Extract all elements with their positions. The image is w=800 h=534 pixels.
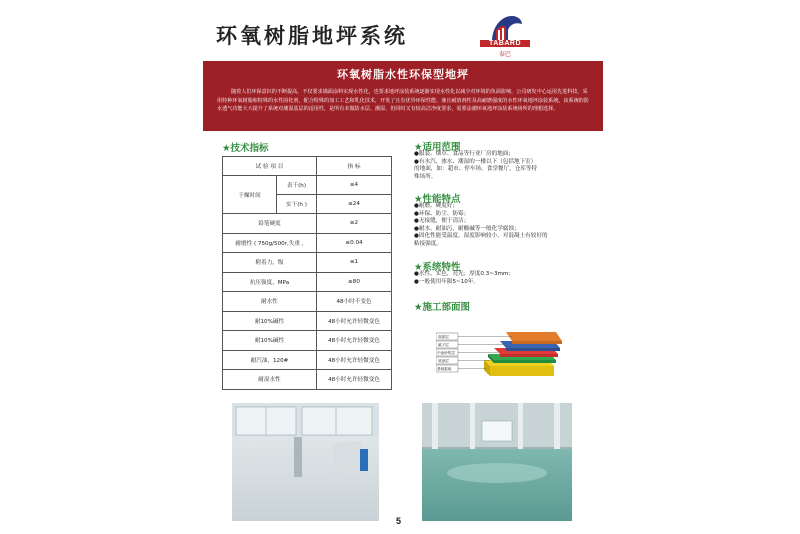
list-item: ●有水汽、渗水、潮湿的一楼以下（包括地下室） <box>414 158 537 165</box>
intro-banner <box>203 61 603 131</box>
banner-body: 随着人们环保意识的不断提高，不仅要求墙面涂料实现水性化，也要求地坪涂装系统逐渐实现水性化以减少对环境的负面影响，公司研发中心运用先进科技，采用特种环氧树脂和特殊的水性固化剂，配合特殊的加工工艺和乳化技术，开发了且有优异环保性能、兼且耐溶剂性及高耐磨强度的水性环氧地坪涂装系统。该系统的防水透气功能大大提升了系统对潮湿基层的适用性，是所有未做防水层、潮湿、但同时又有较高洁净度要求，需要涂潮环氧地坪涂装系统场所的理想选择。 <box>217 89 589 112</box>
layer-section-diagram <box>436 326 566 384</box>
layer-label: 中涂砂浆层 <box>437 351 455 355</box>
table-cell: 铅笔硬度 <box>223 214 317 234</box>
table-cell: 耐湿水性 <box>223 370 317 390</box>
table-row <box>223 214 392 234</box>
layer-label: 腻子层 <box>438 343 449 347</box>
list-item: ●水性、实色，亮光；厚度0.3~3mm; <box>414 271 511 277</box>
layer-label: 底涂层 <box>438 359 449 363</box>
table-cell: 抗压强度，MPa <box>223 272 317 292</box>
list-item: ●服装、烟草、食品等行业厂房的地面； <box>414 151 514 157</box>
table-cell: ≤24 <box>317 195 392 214</box>
star-icon: ★ <box>414 262 423 273</box>
floor-photo-right <box>422 403 572 521</box>
table-cell: ≤4 <box>317 176 392 195</box>
table-row <box>223 370 392 390</box>
banner-title: 环氧树脂水性环保型地坪 <box>337 68 469 81</box>
table-row <box>223 292 392 312</box>
table-cell: 48小时允许轻微变色 <box>317 331 392 351</box>
table-cell: ≥2 <box>317 214 392 234</box>
list-item: ●耐水、耐油污，耐酸碱等一般化学腐蚀； <box>414 225 520 232</box>
table-cell: 实干(h ) <box>277 195 317 214</box>
section-system-heading: ★系统特性 <box>414 262 461 273</box>
table-header-value: 指 标 <box>317 157 392 176</box>
table-cell: 耐磨性 ( 750g/500r,失重 , <box>223 233 317 253</box>
section-tech-heading: ★技术指标 <box>222 143 269 154</box>
table-header-item: 试 验 项 目 <box>223 157 317 176</box>
list-item: ●一般使用年限5~10年。 <box>414 278 479 285</box>
layer-top <box>506 332 562 344</box>
table-cell: 附着力，级 <box>223 253 317 273</box>
list-item: ●固化性能受温度、湿度影响较小，对混凝土有较好的 <box>414 233 548 240</box>
section-construction-heading: ★施工部面图 <box>414 302 471 313</box>
layer-label: 面漆层 <box>438 335 449 339</box>
table-row <box>223 272 392 292</box>
list-item: ●环保、防尘、防霉； <box>414 210 470 217</box>
table-row <box>223 233 392 253</box>
table-row <box>223 311 392 331</box>
table-cell: 表干(h) <box>277 176 317 195</box>
table-row <box>223 176 392 195</box>
page-title: 环氧树脂地坪系统 <box>216 24 408 48</box>
logo-subtext: 泰巴 <box>498 51 511 58</box>
table-cell: ≤0.04 <box>317 233 392 253</box>
star-icon: ★ <box>222 143 231 154</box>
table-cell: ≥80 <box>317 272 392 292</box>
list-item: 殊场所。 <box>414 173 437 180</box>
list-item: 的地面，如：超市、停车场、食堂餐厅，仓库等特 <box>414 166 538 173</box>
floor-photo-left <box>232 403 379 521</box>
table-cell: 耐汽油，120# <box>223 350 317 370</box>
layer-label: 基础素地 <box>437 367 452 371</box>
table-cell: 48小时不变色 <box>317 292 392 312</box>
system-list <box>414 271 510 286</box>
section-scope-heading: ★适用范围 <box>414 142 461 153</box>
logo-text: TABARD <box>480 40 530 47</box>
scope-list <box>414 151 537 181</box>
star-icon: ★ <box>414 142 423 153</box>
table-cell: ≤1 <box>317 253 392 273</box>
star-icon: ★ <box>414 302 423 313</box>
drying-time-label: 干燥时间 <box>223 176 277 214</box>
star-icon: ★ <box>414 194 423 205</box>
table-cell: 耐水性 <box>223 292 317 312</box>
spec-table <box>222 156 392 390</box>
table-cell: 耐10%碱性 <box>223 311 317 331</box>
table-cell: 48小时允许轻微变色 <box>317 311 392 331</box>
list-item: ●耐磨、硬度好； <box>414 203 459 209</box>
table-cell: 48小时允许轻微变色 <box>317 370 392 390</box>
list-item: ●无接缝，便于清洁； <box>414 218 470 225</box>
list-item: 粘接强度。 <box>414 240 442 247</box>
section-features-heading: ★性能特点 <box>414 194 461 205</box>
table-row <box>223 331 392 351</box>
table-header-row <box>223 157 392 176</box>
table-row <box>223 350 392 370</box>
table-row <box>223 253 392 273</box>
table-cell: 48小时允许轻微变色 <box>317 350 392 370</box>
features-list <box>414 203 548 249</box>
page-number: 5 <box>396 516 402 526</box>
table-cell: 耐10%碱性 <box>223 331 317 351</box>
